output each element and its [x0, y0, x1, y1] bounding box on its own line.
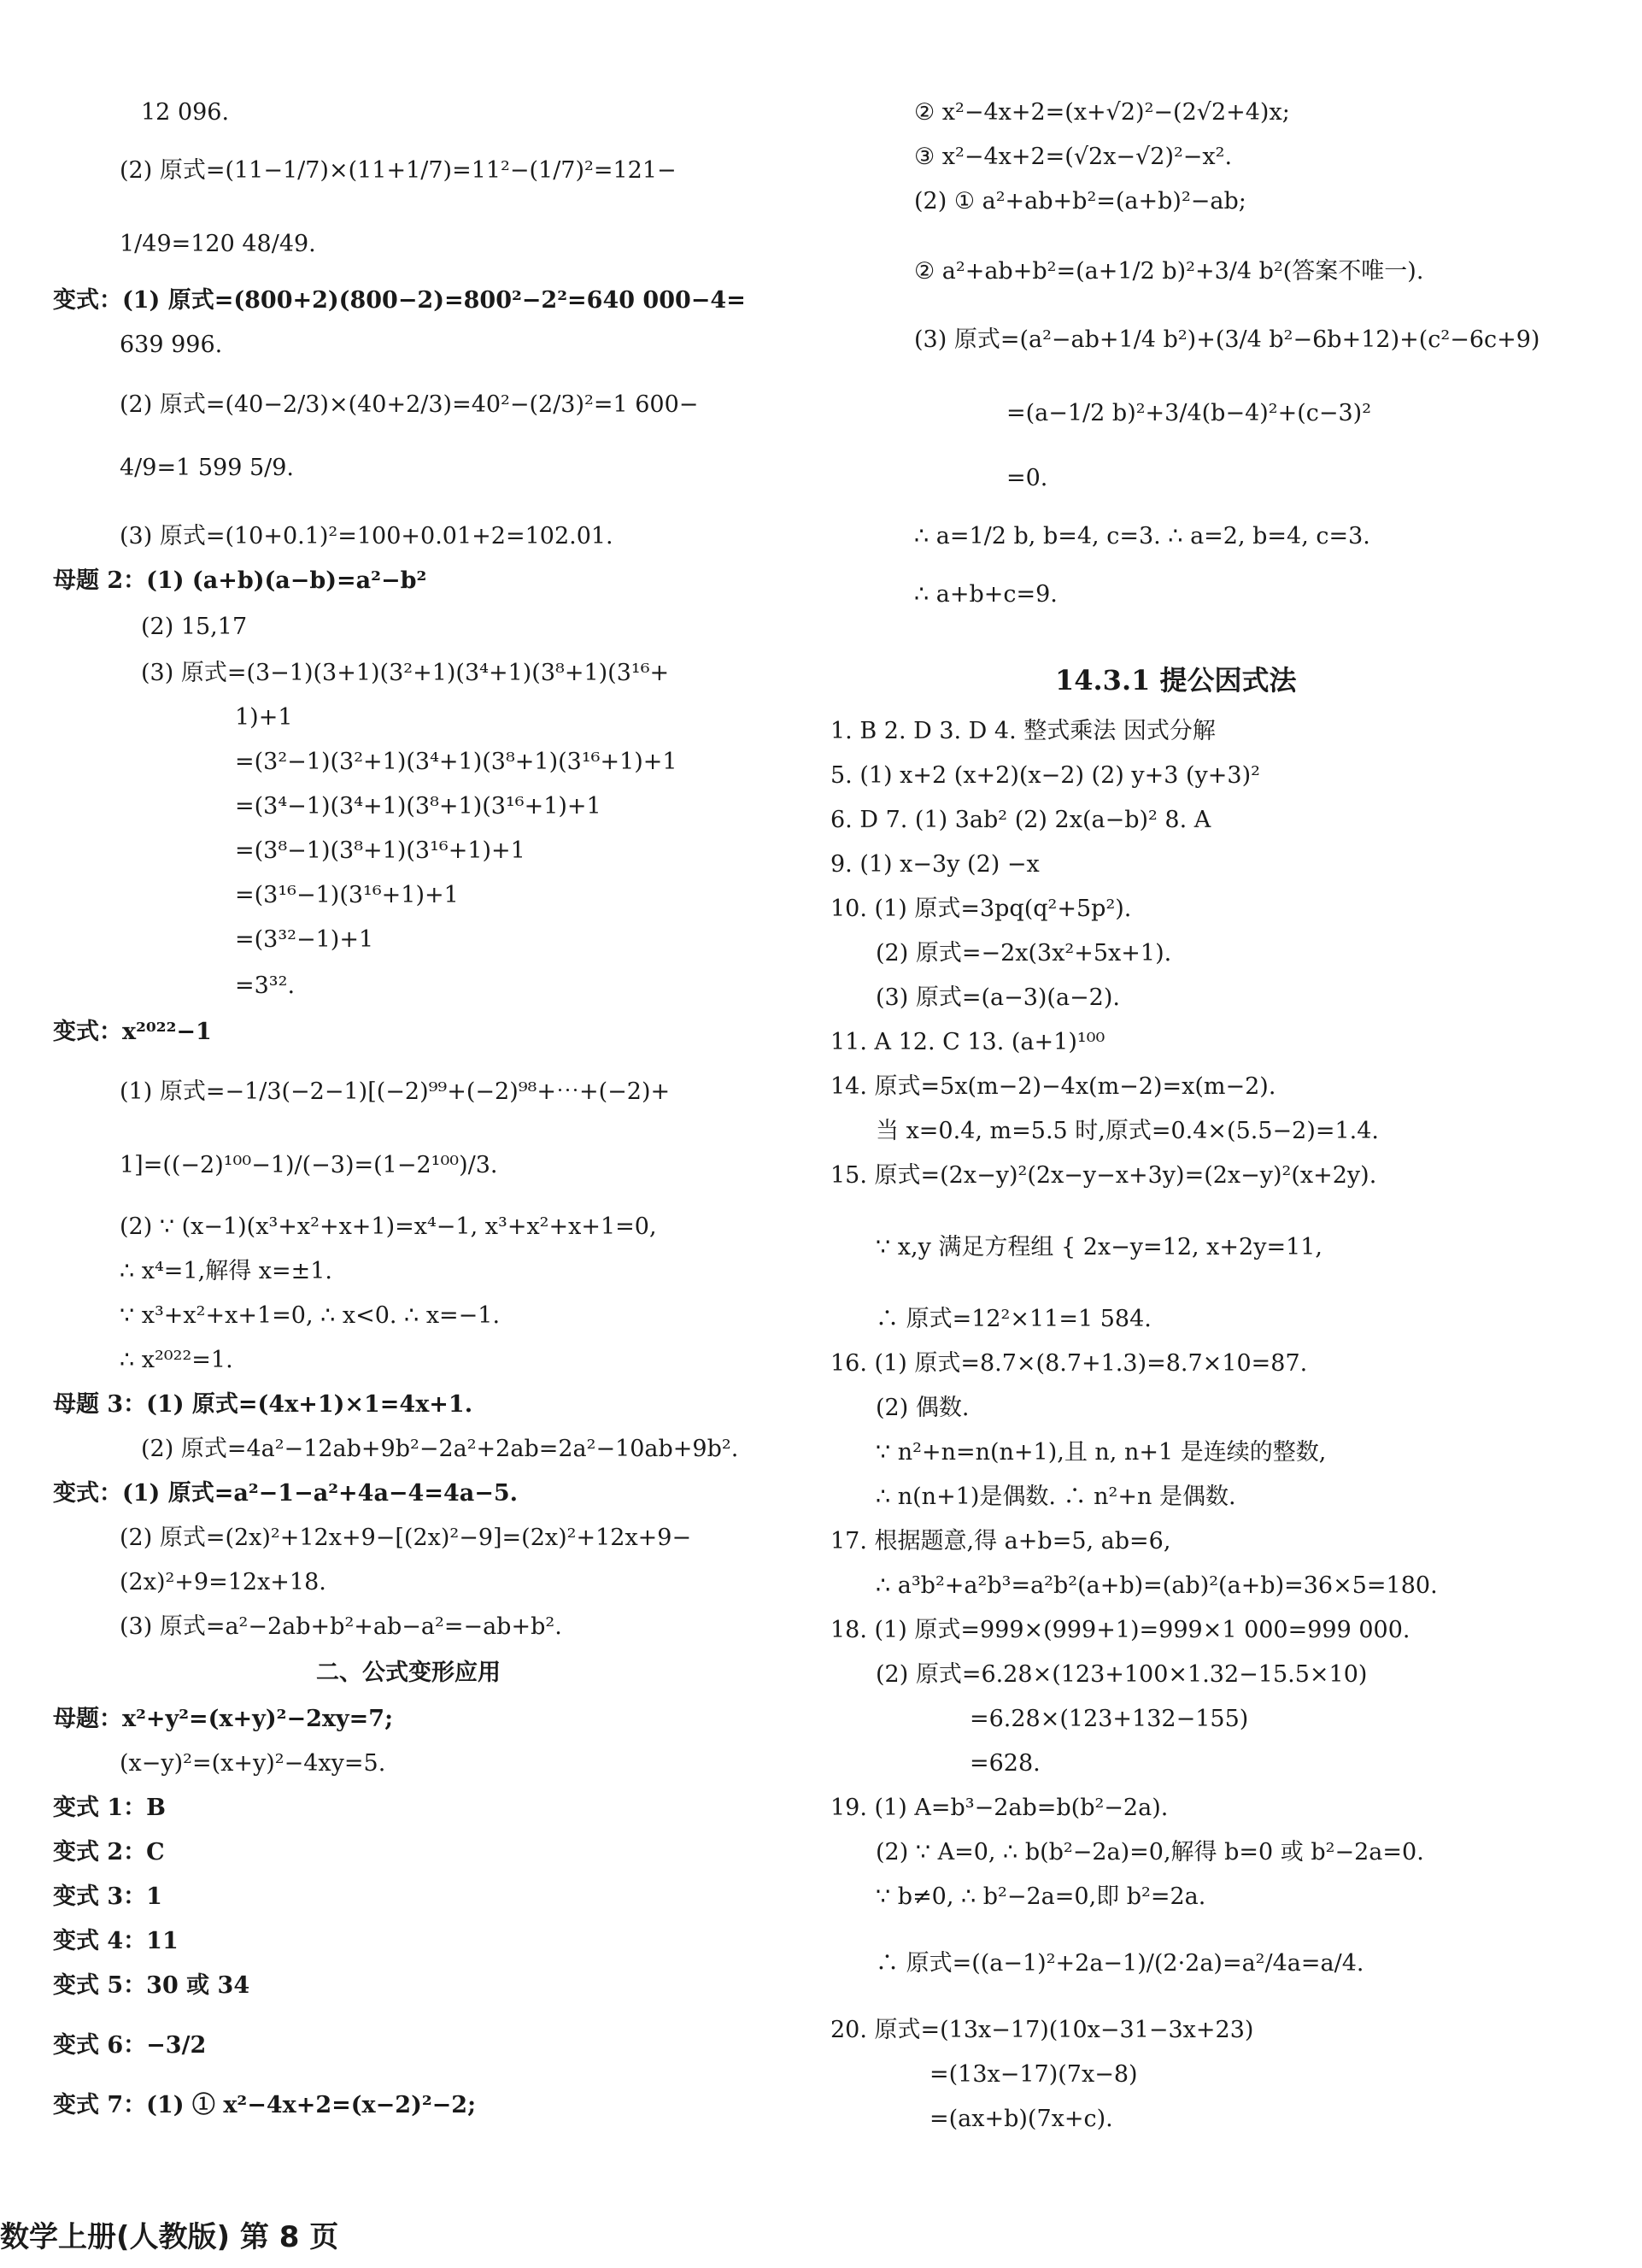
- right-line: 17. 根据题意,得 a+b=5, ab=6,: [830, 1528, 1171, 1554]
- right-line: (3) 原式=(a−3)(a−2).: [876, 984, 1120, 1011]
- left-line: (2) 原式=(11−1/7)×(11+1/7)=11²−(1/7)²=121−: [120, 157, 677, 184]
- left-line: (3) 原式=(10+0.1)²=100+0.01+2=102.01.: [120, 523, 613, 549]
- left-line: (2) 原式=(2x)²+12x+9−[(2x)²−9]=(2x)²+12x+9−: [120, 1525, 692, 1551]
- left-line: ∵ x³+x²+x+1=0, ∴ x<0. ∴ x=−1.: [120, 1302, 501, 1329]
- left-line: (2) 原式=4a²−12ab+9b²−2a²+2ab=2a²−10ab+9b².: [141, 1436, 739, 1462]
- right-line: ∴ a+b+c=9.: [914, 581, 1058, 608]
- right-line: 19. (1) A=b³−2ab=b(b²−2a).: [830, 1795, 1169, 1821]
- left-line: (2) 原式=(40−2/3)×(40+2/3)=40²−(2/3)²=1 600−: [120, 391, 699, 418]
- right-line: (3) 原式=(a²−ab+1/4 b²)+(3/4 b²−6b+12)+(c²−6c+9): [914, 326, 1540, 353]
- page-footer: 数学上册(人教版) 第 8 页: [0, 2220, 339, 2254]
- left-line: 变式 2：C: [53, 1839, 165, 1866]
- right-line: 14. 原式=5x(m−2)−4x(m−2)=x(m−2).: [830, 1073, 1276, 1100]
- right-line: =0.: [1006, 465, 1048, 491]
- right-line: 9. (1) x−3y (2) −x: [830, 851, 1040, 878]
- right-line: =6.28×(123+132−155): [970, 1706, 1249, 1732]
- right-line: ∵ n²+n=n(n+1),且 n, n+1 是连续的整数,: [876, 1439, 1327, 1466]
- left-line: =3³².: [235, 972, 296, 999]
- left-line: =(3⁸−1)(3⁸+1)(3¹⁶+1)+1: [235, 837, 525, 864]
- right-line: ∵ x,y 满足方程组 { 2x−y=12, x+2y=11,: [876, 1234, 1323, 1260]
- right-line: (2) 原式=−2x(3x²+5x+1).: [876, 940, 1172, 967]
- right-line: 20. 原式=(13x−17)(10x−31−3x+23): [830, 2017, 1254, 2043]
- right-line: 6. D 7. (1) 3ab² (2) 2x(a−b)² 8. A: [830, 807, 1211, 833]
- left-line: 变式：(1) 原式=(800+2)(800−2)=800²−2²=640 000−4=: [53, 287, 746, 314]
- right-line: (2) 偶数.: [876, 1395, 970, 1421]
- right-line: ② x²−4x+2=(x+√2)²−(2√2+4)x;: [914, 99, 1290, 126]
- right-line: (2) ① a²+ab+b²=(a+b)²−ab;: [914, 188, 1246, 214]
- left-line: 变式 5：30 或 34: [53, 1972, 250, 1999]
- left-line: 变式 7：(1) ① x²−4x+2=(x−2)²−2;: [53, 2092, 477, 2118]
- right-line: 5. (1) x+2 (x+2)(x−2) (2) y+3 (y+3)²: [830, 762, 1260, 789]
- left-line: (2) ∵ (x−1)(x³+x²+x+1)=x⁴−1, x³+x²+x+1=0,: [120, 1213, 657, 1240]
- left-line: (1) 原式=−1/3(−2−1)[(−2)⁹⁹+(−2)⁹⁸+⋯+(−2)+: [120, 1078, 671, 1105]
- left-line: (2) 15,17: [141, 614, 248, 640]
- right-line: =(ax+b)(7x+c).: [929, 2106, 1113, 2132]
- left-line: 母题 3：(1) 原式=(4x+1)×1=4x+1.: [53, 1391, 473, 1418]
- left-line: 母题：x²+y²=(x+y)²−2xy=7;: [53, 1706, 394, 1732]
- right-line: =628.: [970, 1750, 1041, 1777]
- right-line: ③ x²−4x+2=(√2x−√2)²−x².: [914, 144, 1233, 170]
- right-line: ∴ 原式=12²×11=1 584.: [876, 1306, 1152, 1332]
- right-line: =(a−1/2 b)²+3/4(b−4)²+(c−3)²: [1006, 400, 1372, 426]
- left-line: =(3¹⁶−1)(3¹⁶+1)+1: [235, 882, 459, 908]
- right-line: ∴ a³b²+a²b³=a²b²(a+b)=(ab)²(a+b)=36×5=180.: [876, 1572, 1438, 1599]
- left-line: =(3²−1)(3²+1)(3⁴+1)(3⁸+1)(3¹⁶+1)+1: [235, 749, 677, 775]
- left-line: =(3³²−1)+1: [235, 926, 374, 953]
- right-line: (2) 原式=6.28×(123+100×1.32−15.5×10): [876, 1661, 1368, 1688]
- right-line: 15. 原式=(2x−y)²(2x−y−x+3y)=(2x−y)²(x+2y).: [830, 1162, 1377, 1189]
- left-line: 变式：x²⁰²²−1: [53, 1019, 212, 1045]
- left-line: 变式 6：−3/2: [53, 2032, 207, 2059]
- left-line: 1)+1: [235, 704, 293, 731]
- left-line: (x−y)²=(x+y)²−4xy=5.: [120, 1750, 386, 1777]
- right-line: =(13x−17)(7x−8): [929, 2061, 1138, 2088]
- left-line: (2x)²+9=12x+18.: [120, 1569, 326, 1595]
- left-line: 变式：(1) 原式=a²−1−a²+4a−4=4a−5.: [53, 1480, 519, 1507]
- right-line: 11. A 12. C 13. (a+1)¹⁰⁰: [830, 1029, 1105, 1055]
- left-line: ∴ x⁴=1,解得 x=±1.: [120, 1258, 333, 1284]
- right-line: 1. B 2. D 3. D 4. 整式乘法 因式分解: [830, 718, 1216, 744]
- right-line: 16. (1) 原式=8.7×(8.7+1.3)=8.7×10=87.: [830, 1350, 1308, 1377]
- right-line: 18. (1) 原式=999×(999+1)=999×1 000=999 000.: [830, 1617, 1410, 1643]
- right-line: ∴ 原式=((a−1)²+2a−1)/(2·2a)=a²/4a=a/4.: [876, 1950, 1364, 1977]
- right-line: ∴ a=1/2 b, b=4, c=3. ∴ a=2, b=4, c=3.: [914, 523, 1370, 549]
- right-line: ∵ b≠0, ∴ b²−2a=0,即 b²=2a.: [876, 1883, 1206, 1910]
- left-line: (3) 原式=(3−1)(3+1)(3²+1)(3⁴+1)(3⁸+1)(3¹⁶+: [141, 660, 670, 686]
- left-line: 639 996.: [120, 332, 223, 358]
- left-line: 二、公式变形应用: [316, 1660, 501, 1686]
- left-line: 变式 3：1: [53, 1883, 162, 1910]
- left-line: ∴ x²⁰²²=1.: [120, 1347, 233, 1373]
- left-line: 12 096.: [141, 99, 230, 126]
- right-line: ∴ n(n+1)是偶数. ∴ n²+n 是偶数.: [876, 1484, 1236, 1510]
- right-line: ② a²+ab+b²=(a+1/2 b)²+3/4 b²(答案不唯一).: [914, 258, 1424, 285]
- left-line: 变式 4：11: [53, 1928, 179, 1954]
- right-line: 当 x=0.4, m=5.5 时,原式=0.4×(5.5−2)=1.4.: [876, 1118, 1380, 1144]
- right-line: 14.3.1 提公因式法: [1055, 664, 1297, 696]
- left-line: 4/9=1 599 5/9.: [120, 455, 294, 481]
- left-line: 1/49=120 48/49.: [120, 231, 316, 257]
- right-line: 10. (1) 原式=3pq(q²+5p²).: [830, 896, 1132, 922]
- left-line: 母题 2：(1) (a+b)(a−b)=a²−b²: [53, 567, 427, 594]
- right-line: (2) ∵ A=0, ∴ b(b²−2a)=0,解得 b=0 或 b²−2a=0.: [876, 1839, 1424, 1866]
- left-line: =(3⁴−1)(3⁴+1)(3⁸+1)(3¹⁶+1)+1: [235, 793, 601, 820]
- left-line: (3) 原式=a²−2ab+b²+ab−a²=−ab+b².: [120, 1613, 562, 1640]
- left-line: 1]=((−2)¹⁰⁰−1)/(−3)=(1−2¹⁰⁰)/3.: [120, 1152, 498, 1178]
- left-line: 变式 1：B: [53, 1795, 167, 1821]
